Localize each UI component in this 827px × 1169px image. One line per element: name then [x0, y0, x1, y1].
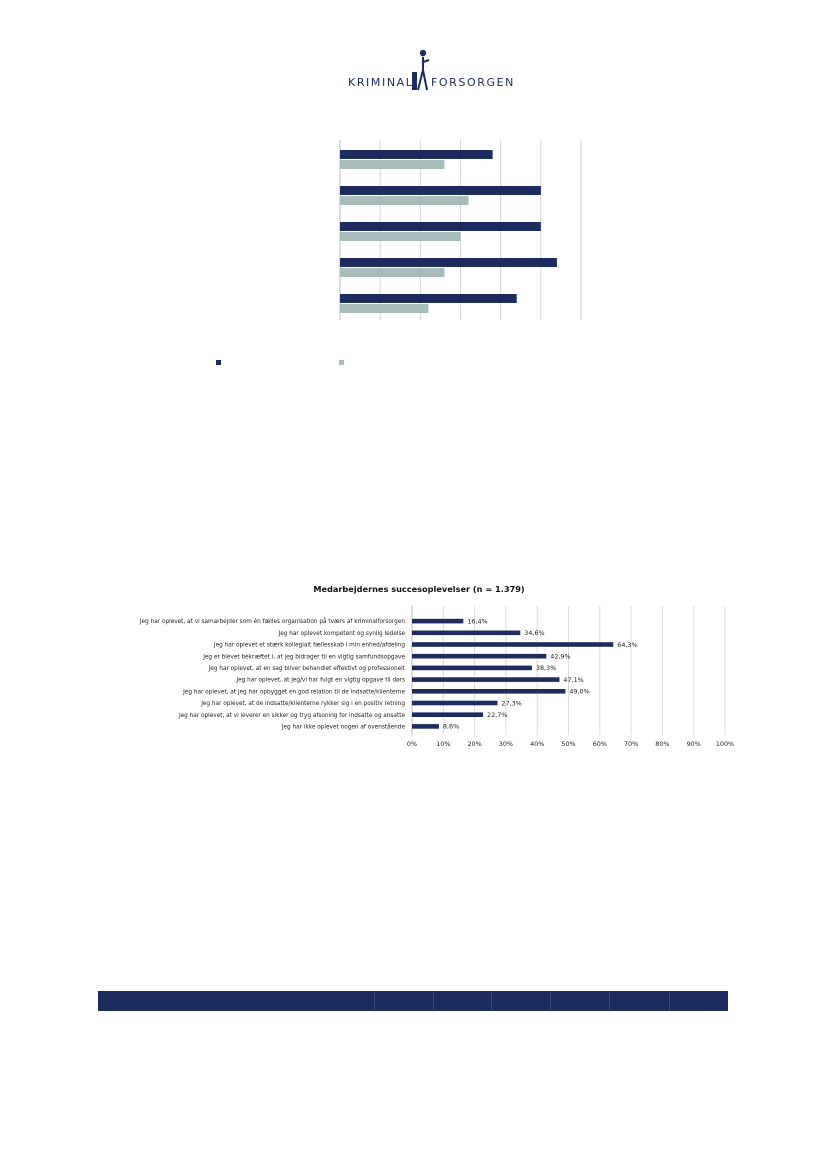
bar — [412, 642, 613, 647]
bar — [412, 724, 439, 729]
chart-title: Medarbejdernes succesoplevelser (n = 1.379) — [313, 584, 525, 594]
x-tick-label: 50% — [561, 740, 576, 748]
logo-word-right: FORSORGEN — [431, 76, 516, 89]
x-tick-label: 70% — [623, 740, 639, 748]
table-header-divider — [491, 991, 492, 1010]
bar — [412, 677, 559, 682]
value-label: 34,6% — [524, 629, 545, 638]
table-header-divider — [433, 991, 434, 1010]
value-label: 8,6% — [442, 722, 460, 731]
table-header-divider — [550, 991, 551, 1010]
x-tick-label: 30% — [498, 740, 514, 748]
x-tick-label: 100% — [715, 740, 735, 748]
category-label: Jeg har oplevet et stærk kollegialt fællesskab i min enhed/afdeling — [213, 640, 405, 649]
x-tick-label: 80% — [655, 740, 670, 748]
logo-word-left: KRIMINAL — [348, 76, 414, 89]
value-label: 42,9% — [550, 652, 571, 661]
value-label: 47,1% — [563, 675, 584, 684]
x-tick-label: 10% — [436, 740, 451, 748]
value-label: 38,3% — [535, 664, 557, 673]
table-header-divider — [609, 991, 610, 1010]
category-label: Jeg har oplevet, at vi samarbejder som én fælles organisation på tværs af kriminalforsorgen — [139, 617, 405, 626]
value-label: 49,0% — [569, 687, 590, 696]
value-label: 64,3% — [617, 640, 638, 649]
category-label: Jeg har oplevet, at jeg har opbygget en god relation til de indsatte/klienterne — [183, 687, 405, 696]
category-label: Jeg er blevet bekræftet i, at jeg bidrager til en vigtig samfundsopgave — [203, 652, 405, 661]
table-header — [98, 991, 728, 1010]
category-label: Jeg har oplevet kompetent og synlig ledelse — [278, 628, 405, 637]
x-tick-label: 40% — [530, 740, 545, 748]
bar — [412, 712, 483, 717]
x-tick-label: 60% — [592, 740, 607, 748]
value-label: 27,3% — [501, 699, 522, 708]
bar — [412, 619, 463, 624]
x-tick-label: 0% — [406, 740, 418, 748]
category-label: Jeg har oplevet, at jeg/vi har fulgt en vigtig opgave til dørs — [236, 675, 405, 684]
table-header-divider — [669, 991, 670, 1010]
bar — [412, 666, 532, 671]
table-header-divider — [374, 991, 375, 1010]
category-label: Jeg har ikke oplevet nogen af ovenstående — [281, 722, 405, 731]
bar — [412, 701, 497, 706]
value-label: 16,4% — [467, 617, 488, 626]
bar — [412, 654, 546, 659]
x-tick-label: 20% — [467, 740, 482, 748]
value-label: 22,7% — [487, 711, 508, 719]
category-label: Jeg har oplevet, at de indsatte/klienterne rykker sig i en positiv retning — [201, 699, 405, 708]
category-label: Jeg har oplevet, at vi leverer en sikker og tryg afsoning for indsatte og ansatte — [178, 710, 405, 719]
category-label: Jeg har oplevet, at en sag bliver behandlet effektivt og professionelt — [208, 664, 405, 672]
bar — [412, 689, 565, 694]
x-tick-label: 90% — [686, 740, 701, 748]
bar — [412, 631, 520, 636]
table-bottom-rule — [98, 1010, 728, 1011]
